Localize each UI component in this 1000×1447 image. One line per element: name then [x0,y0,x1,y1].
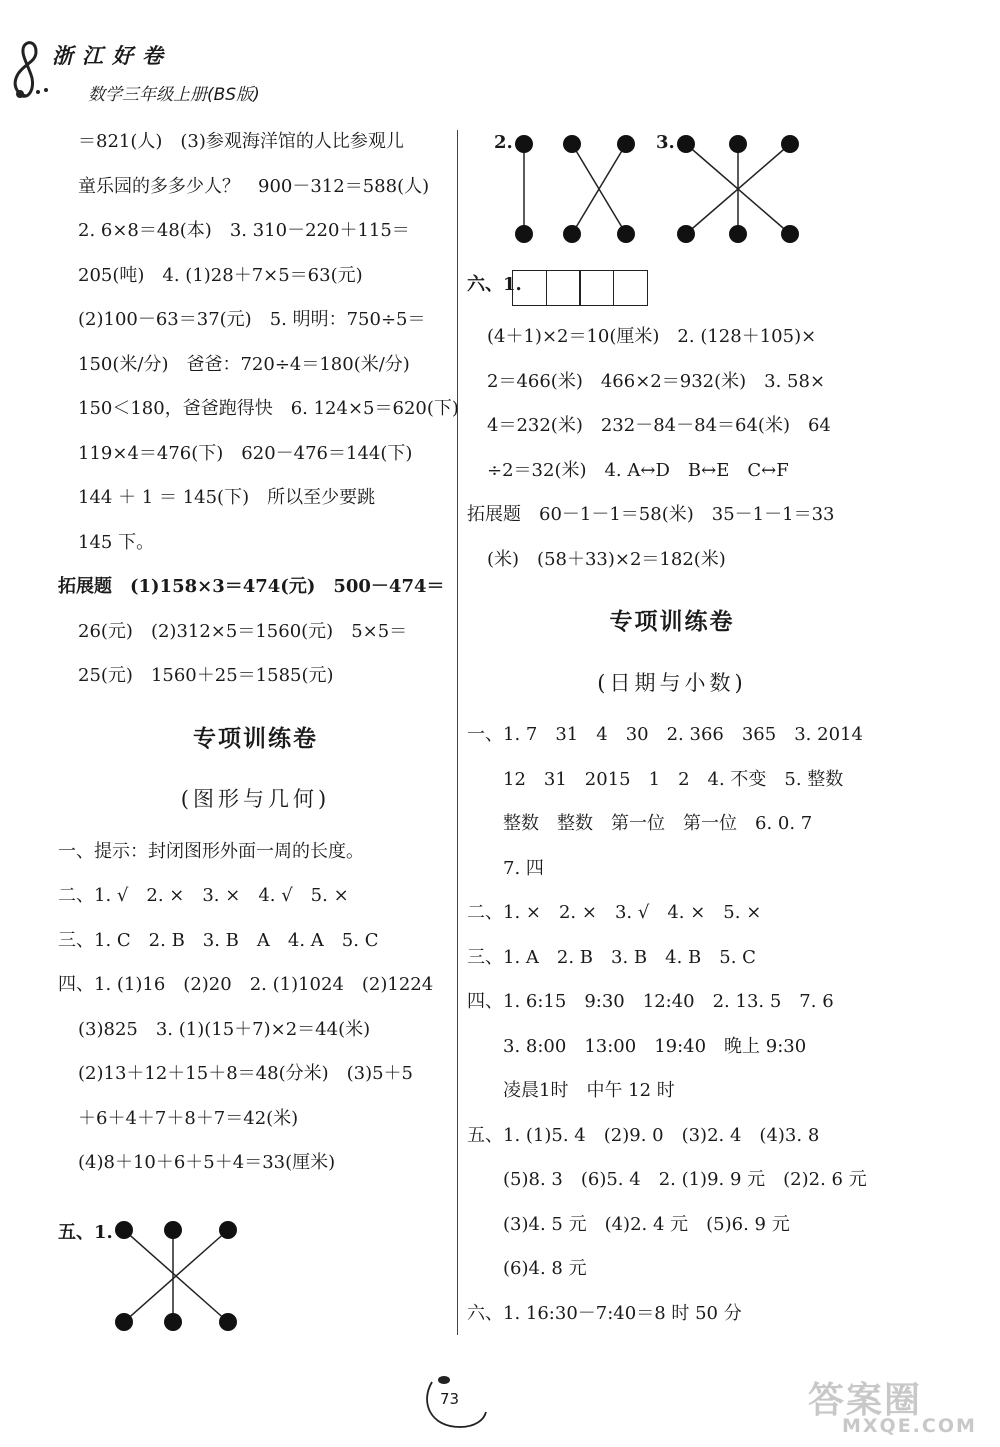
page-number: 73 [440,1390,460,1408]
answer-line: 2. 6×8＝48(本) 3. 310－220＋115＝ [78,220,410,241]
watermark-logo [808,1372,990,1442]
unit-square [579,270,614,306]
answer-line: (5)8. 3 (6)5. 4 2. (1)9. 9 元 (2)2. 6 元 [503,1169,867,1190]
answer-line: 六、1. 16:30－7:40＝8 时 50 分 [467,1302,742,1324]
section-subtitle: (图形与几何) [180,787,331,811]
unit-square [512,270,547,306]
answer-line: 一、提示：封闭图形外面一周的长度。 [58,840,364,862]
unit-square [613,270,648,306]
section-subtitle: (日期与小数) [597,670,747,695]
answer-line: 145 下。 [78,531,155,553]
answer-line: 一、1. 7 31 4 30 2. 366 365 3. 2014 [467,724,863,745]
answer-line: 205(吨) 4. (1)28＋7×5＝63(元) [78,264,363,286]
answer-line: 二、1. × 2. × 3. √ 4. × 5. × [467,902,762,923]
answer-line: (6)4. 8 元 [503,1258,587,1279]
answer-line: ＋6＋4＋7＋8＋7＝42(米) [78,1107,299,1129]
answer-line: 150＜180，爸爸跑得快 6. 124×5＝620(下) [78,398,459,419]
answer-line: 四、1. (1)16 (2)20 2. (1)1024 (2)1224 [58,974,434,995]
answer-line: (2)100－63＝37(元) 5. 明明：750÷5＝ [78,309,426,330]
answer-line: 三、1. A 2. B 3. B 4. B 5. C [467,946,756,968]
answer-line: 150(米/分) 爸爸：720÷4＝180(米/分) [78,353,410,375]
figure-label: 2. [494,132,513,153]
answer-line: 7. 四 [503,857,544,879]
answer-line: 12 31 2015 1 2 4. 不变 5. 整数 [503,768,844,790]
answer-line: 119×4＝476(下) 620－476＝144(下) [78,442,413,464]
answer-line: (米) (58＋33)×2＝182(米) [487,548,726,570]
dot-connection-figure-3 [650,128,830,248]
answer-line: 2＝466(米) 466×2＝932(米) 3. 58× [487,370,826,392]
answer-line: 凌晨1时 中午 12 时 [503,1080,675,1101]
answer-line: (4)8＋10＋6＋5＋4＝33(厘米) [78,1152,336,1173]
answer-line: 3. 8:00 13:00 19:40 晚上 9:30 [503,1035,807,1057]
answer-line: (2)13＋12＋15＋8＝48(分米) (3)5＋5 [78,1063,414,1084]
figure-label: 3. [656,132,675,153]
book-header [0,30,320,110]
dot-connection-figure-2 [490,128,650,248]
unit-square [546,270,581,306]
question-label: 六、1. [467,274,522,295]
answer-line: 整数 整数 第一位 第一位 6. 0. 7 [503,813,813,834]
left-column [58,120,459,1186]
six-dot-diagram [650,128,830,248]
four-square-rectangle [512,270,646,310]
section-title: 专项训练卷 [609,608,735,635]
dot-connection-figure [58,1214,298,1344]
answer-line: 4＝232(米) 232－84－84＝64(米) 64 [487,415,831,436]
six-dot-diagram [58,1214,298,1344]
answer-line: 25(元) 1560＋25＝1585(元) [78,665,334,686]
column-divider [457,130,458,1335]
answer-line: 144 ＋ 1 ＝ 145(下) 所以至少要跳 [78,487,376,508]
book-title: 浙江好卷 [52,43,172,68]
watermark-text: 答案圈 [808,1380,923,1421]
six-dot-diagram [490,128,650,248]
figure-label: 五、1. [58,1222,113,1243]
answer-line: 三、1. C 2. B 3. B A 4. A 5. C [58,929,379,951]
answer-line: 四、1. 6:15 9:30 12:40 2. 13. 5 7. 6 [467,991,834,1012]
answer-line: (3)4. 5 元 (4)2. 4 元 (5)6. 9 元 [503,1213,790,1235]
answer-line: 童乐园的多多少人？ 900－312＝588(人) [78,175,430,197]
right-column [467,315,877,1336]
answer-line: (4＋1)×2＝10(厘米) 2. (128＋105)× [487,326,817,347]
answer-line: ＝821(人) (3)参观海洋馆的人比参观儿 [78,131,404,152]
section-title: 专项训练卷 [193,724,318,752]
music-note-logo [6,34,54,104]
book-subtitle: 数学三年级上册(BS版) [88,85,260,105]
answer-line: 五、1. (1)5. 4 (2)9. 0 (3)2. 4 (4)3. 8 [467,1124,820,1146]
answer-line: (3)825 3. (1)(15＋7)×2＝44(米) [78,1018,371,1040]
answer-line: 26(元) (2)312×5＝1560(元) 5×5＝ [78,620,408,642]
answer-line: 二、1. √ 2. × 3. × 4. √ 5. × [58,885,349,906]
extension-line: 拓展题 60－1－1＝58(米) 35－1－1＝33 [467,504,835,525]
extension-line: 拓展题 (1)158×3＝474(元) 500－474＝ [58,576,445,597]
answer-line: ÷2＝32(米) 4. A↔D B↔E C↔F [487,459,789,481]
watermark-url: MXQE.COM [842,1415,977,1437]
